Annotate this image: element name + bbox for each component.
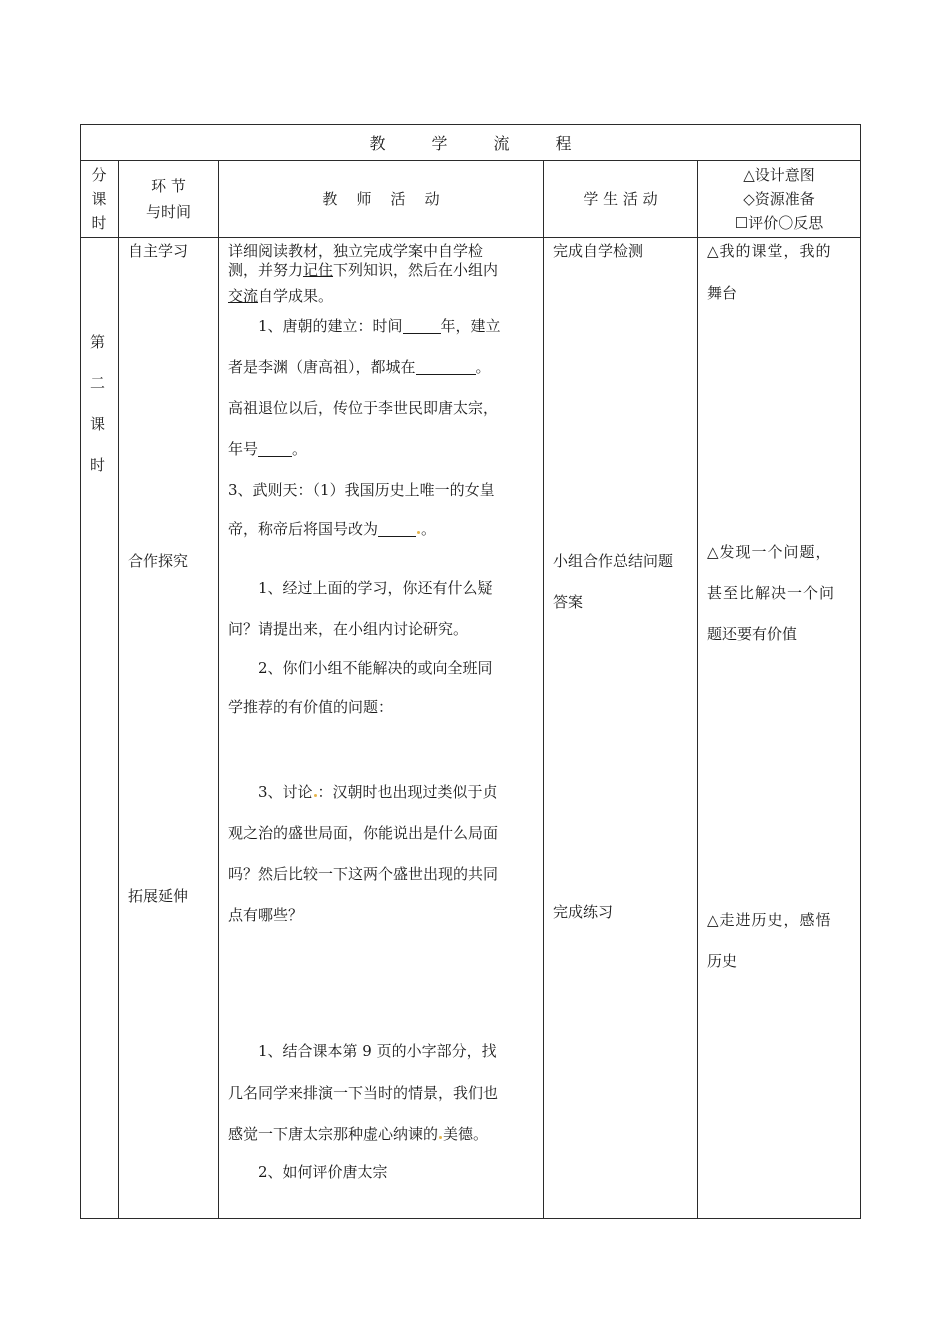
teacher-line [258,306,501,347]
note-line: △我的课堂，我的 [707,242,832,260]
stage-extension: 拓展延伸 [128,887,189,905]
text-run: 。 [421,520,437,538]
text-run: 年，建立 [440,317,501,335]
teacher-line: 2、你们小组不能解决的或向全班同 [258,659,493,677]
header-notes [698,161,860,237]
text-run: 1、唐朝的建立：时间 [258,317,403,335]
text-run: 。 [292,440,308,458]
text-run: 感觉一下唐太宗那种虚心纳谏的 [228,1125,439,1143]
decorative-dot [439,1136,442,1139]
teacher-line [228,257,498,283]
decorative-dot [417,531,420,534]
title-char: 程 [555,133,572,153]
col-divider-1 [118,160,119,1219]
period-char: 时 [90,456,106,474]
period-char: 第 [90,333,106,351]
teacher-line: 吗？然后比较一下这两个盛世出现的共同 [228,865,499,883]
fill-blank [258,438,292,457]
header-period-char: 分 [91,166,107,184]
lesson-flow-table [80,124,861,1219]
table-border-right [860,124,861,1219]
period-char: 二 [90,374,106,392]
teacher-line: 3、武则天：（1）我国历史上唯一的女皇 [228,481,495,499]
fill-blank [403,315,441,334]
text-run: 测，并努力 [228,261,304,279]
header-stage-line: 环 节 [151,177,186,195]
teacher-line: 学推荐的有价值的问题： [228,698,394,716]
teacher-line: 1、结合课本第 9 页的小字部分，找 [258,1042,497,1060]
text-run: ：汉朝时也出现过类似于贞 [317,783,498,801]
table-title [80,124,861,160]
header-period-char: 课 [91,190,107,208]
underlined-text: 记住 [303,261,334,279]
student-self-check: 完成自学检测 [553,242,644,260]
header-stage [119,161,218,237]
text-run: 者是李渊（唐高祖），都城在 [228,358,416,376]
note-line: 甚至比解决一个问 [707,584,836,602]
note-line: 历史 [707,952,738,970]
teacher-line: 几名同学来排演一下当时的情景，我们也 [228,1084,499,1102]
text-run: 美德。 [443,1125,489,1143]
period-char: 课 [90,415,106,433]
teacher-line [228,429,307,470]
underlined-text: 交流 [228,287,259,305]
teacher-line: 2、如何评价唐太宗 [258,1163,388,1181]
teacher-line: 问？请提出来，在小组内讨论研究。 [228,620,469,638]
stage-self-study: 自主学习 [128,242,189,260]
col-divider-3 [543,160,544,1219]
col-divider-4 [697,160,698,1219]
text-run: 3、讨论 [258,783,313,801]
header-student [544,161,697,237]
header-notes-line: ◇资源准备 [743,190,815,208]
teacher-line: 1、经过上面的学习，你还有什么疑 [258,579,493,597]
text-run: 年号 [228,440,259,458]
teacher-line [228,1114,488,1155]
header-stage-line: 与时间 [145,203,191,221]
header-teacher [219,161,543,237]
note-line: △走进历史，感悟 [707,911,832,929]
header-notes-line: △设计意图 [743,166,815,184]
fill-blank [378,518,416,537]
title-char: 学 [431,133,448,153]
table-border-bottom [80,1218,861,1219]
teacher-line: 详细阅读教材，独立完成学案中自学检 [228,242,484,260]
header-period [80,161,118,237]
decorative-dot [314,794,317,797]
title-char: 教 [369,133,386,153]
teacher-line [228,347,491,388]
student-group-summary-line: 答案 [553,593,584,611]
student-group-summary-line: 小组合作总结问题 [553,552,674,570]
teacher-line: 高祖退位以后，传位于李世民即唐太宗， [228,399,499,417]
teacher-line [228,509,436,550]
header-period-char: 时 [91,214,107,232]
header-teacher-label: 教 师 活 动 [322,190,440,208]
text-run: 自学成果。 [258,287,334,305]
title-char: 流 [493,133,510,153]
stage-cooperative-inquiry: 合作探究 [128,552,189,570]
note-line: 舞台 [707,284,738,302]
table-border-left [80,124,81,1219]
note-line: △发现一个问题， [707,543,832,561]
col-divider-2 [218,160,219,1219]
text-run: 帝，称帝后将国号改为 [228,520,379,538]
teacher-line: 点有哪些？ [228,906,304,924]
teacher-line [258,772,498,813]
text-run: 下列知识，然后在小组内 [333,261,499,279]
text-run: 。 [475,358,491,376]
header-student-label: 学 生 活 动 [583,190,658,208]
teacher-line: 观之治的盛世局面，你能说出是什么局面 [228,824,499,842]
period-label [90,322,110,486]
note-line: 题还要有价值 [707,625,798,643]
student-exercise: 完成练习 [553,903,614,921]
header-notes-line: ☐评价〇反思 [734,214,824,232]
fill-blank [416,356,476,375]
